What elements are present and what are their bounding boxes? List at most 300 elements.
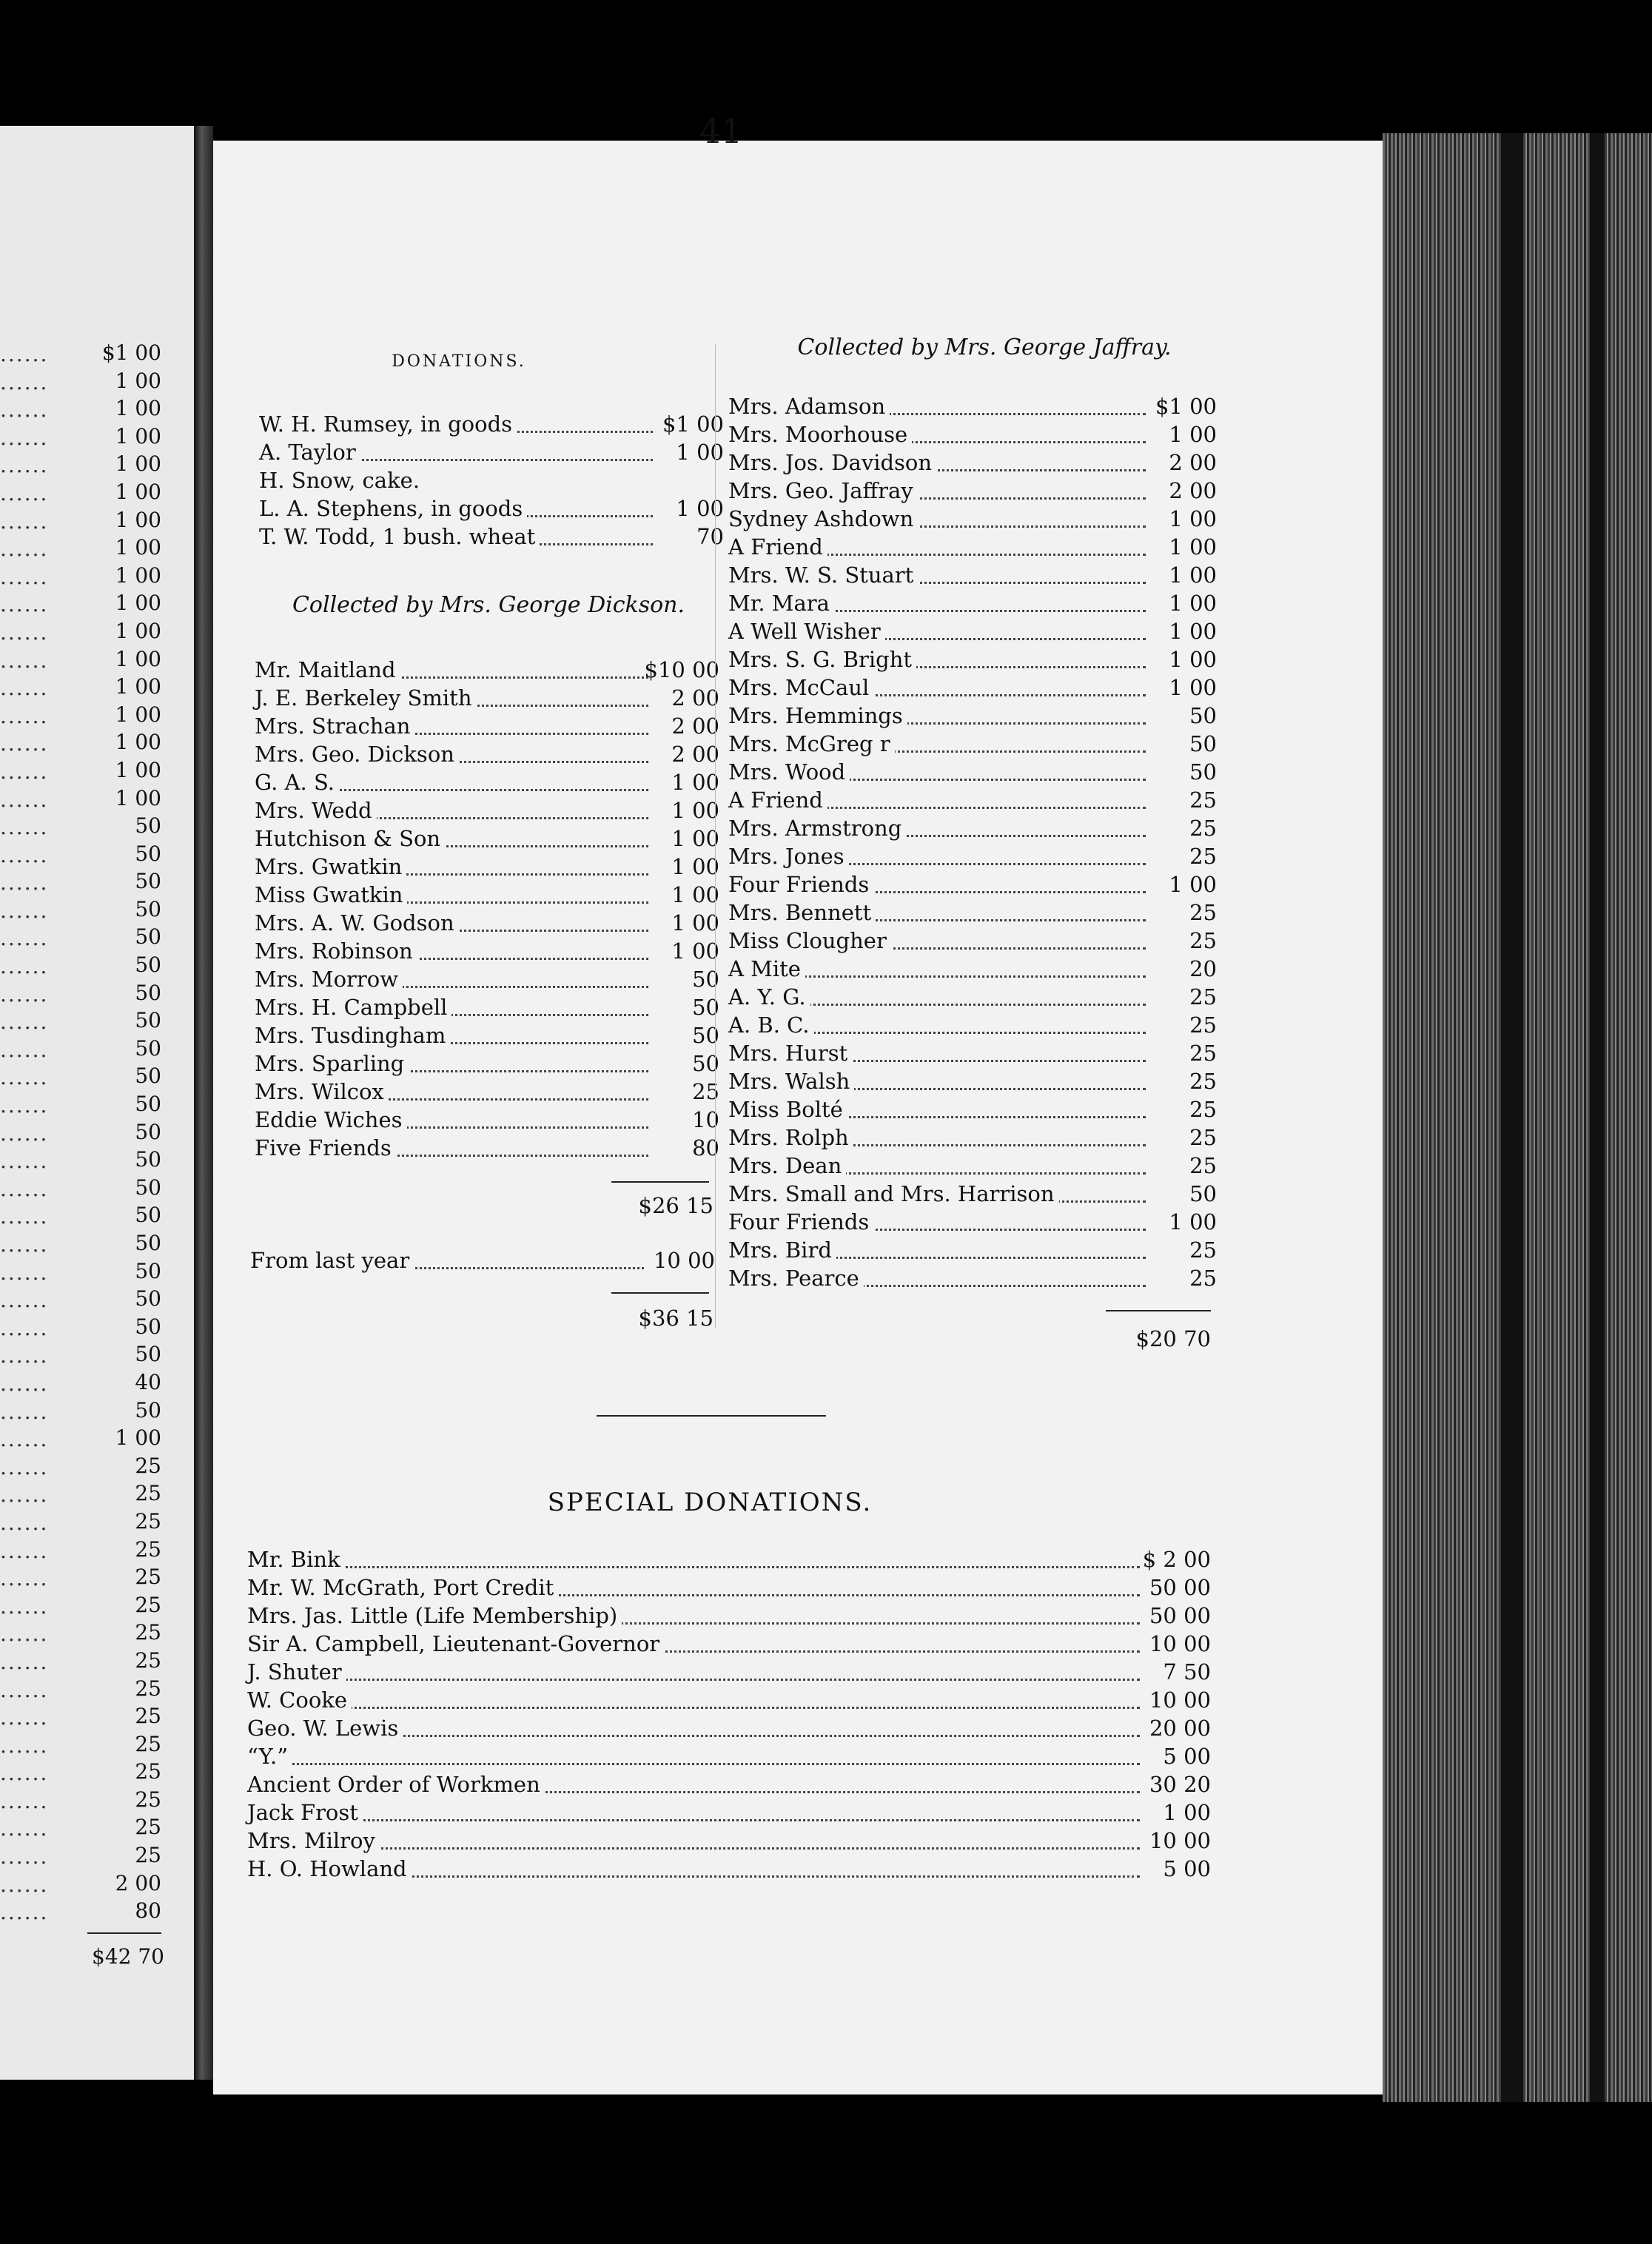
donor-name: Mrs. S. G. Bright xyxy=(728,647,916,672)
dot-leader: ...... xyxy=(0,1900,49,1925)
donor-name: Mrs. Sparling xyxy=(255,1051,409,1076)
list-item xyxy=(728,394,1217,422)
list-item xyxy=(728,1041,1217,1069)
left-page-row xyxy=(0,1231,178,1259)
list-item xyxy=(728,1069,1217,1097)
left-page-amount: 1 00 xyxy=(115,368,161,393)
donation-amount: 25 xyxy=(1189,844,1217,869)
dickson-list xyxy=(255,657,719,1163)
left-page-total: $42 70 xyxy=(92,1944,164,1969)
left-page-row xyxy=(0,924,178,953)
donor-name: Miss Gwatkin xyxy=(255,882,407,907)
left-page-amount: 50 xyxy=(135,1231,161,1255)
left-page-amount: 50 xyxy=(135,896,161,921)
left-page-row xyxy=(0,758,178,786)
left-page-amount: 50 xyxy=(135,1064,161,1089)
donor-name: G. A. S. xyxy=(255,770,339,795)
left-page-amount: 25 xyxy=(135,1759,161,1784)
left-page-amount: 1 00 xyxy=(115,757,161,782)
dot-leader: ...... xyxy=(0,1371,49,1396)
donor-name: Jack Frost xyxy=(247,1800,363,1825)
list-item xyxy=(728,731,1217,759)
donation-amount: 1 00 xyxy=(671,798,719,823)
left-page-row xyxy=(0,1092,178,1120)
donation-amount: $1 00 xyxy=(662,411,724,437)
special-donations-heading: SPECIAL DONATIONS. xyxy=(547,1488,873,1517)
donor-name: Mrs. Wood xyxy=(728,759,850,785)
left-page-row xyxy=(0,1064,178,1092)
donor-name: Mrs. McGreg r xyxy=(728,731,895,756)
left-page-amount: 1 00 xyxy=(115,1425,161,1451)
left-page-amount: 50 xyxy=(135,924,161,950)
donation-amount: 1 00 xyxy=(671,826,719,851)
donation-amount: 10 00 xyxy=(1149,1631,1211,1656)
dot-leader: ...... xyxy=(0,1761,49,1786)
list-item xyxy=(255,967,719,995)
donation-amount: 1 00 xyxy=(676,496,724,521)
left-page-amount: 50 xyxy=(135,1342,161,1367)
list-item xyxy=(247,1687,1211,1716)
left-page-fragment xyxy=(0,126,194,2080)
donor-name: H. O. Howland xyxy=(247,1856,412,1881)
left-page-amount: $1 00 xyxy=(101,340,161,365)
left-page-amount: 1 00 xyxy=(115,674,161,699)
dot-leader: ...... xyxy=(0,1260,49,1285)
left-page-row xyxy=(0,1203,178,1231)
list-item xyxy=(247,1603,1211,1631)
left-page-amount: 25 xyxy=(135,1704,161,1729)
donation-amount: 5 00 xyxy=(1163,1856,1211,1881)
donor-name: Mrs. Milroy xyxy=(247,1828,380,1853)
left-page-amount: 25 xyxy=(135,1592,161,1617)
donor-name: Mrs. Geo. Dickson xyxy=(255,742,459,767)
donation-amount: 1 00 xyxy=(671,910,719,935)
donation-amount: 50 xyxy=(692,995,719,1020)
dot-leader xyxy=(247,1679,1140,1681)
left-page-row xyxy=(0,1398,178,1426)
dot-leader: ...... xyxy=(0,1482,49,1508)
donor-name: Geo. W. Lewis xyxy=(247,1716,403,1741)
left-page-amount: 25 xyxy=(135,1676,161,1701)
donor-name: Eddie Wiches xyxy=(255,1107,407,1132)
jaffray-total: $20 70 xyxy=(1135,1326,1211,1351)
left-page-amount: 50 xyxy=(135,1175,161,1200)
left-page-amount-column xyxy=(0,340,178,1969)
donor-name: Mrs. Hemmings xyxy=(728,703,907,728)
donation-amount: 50 xyxy=(692,1023,719,1048)
donation-amount: 1 00 xyxy=(1169,675,1217,700)
list-item xyxy=(255,910,719,938)
jaffray-sum-rule xyxy=(1106,1310,1211,1311)
list-item xyxy=(255,685,719,713)
dot-leader xyxy=(247,1763,1140,1765)
left-page-row xyxy=(0,1898,178,1926)
donor-name: Mrs. Geo. Jaffray xyxy=(728,478,918,503)
dot-leader: ...... xyxy=(0,1677,49,1702)
donor-name: A Mite xyxy=(728,956,805,981)
left-page-row xyxy=(0,369,178,397)
donation-amount: $10 00 xyxy=(644,657,719,682)
left-page-row xyxy=(0,1593,178,1621)
dot-leader: ...... xyxy=(0,480,49,505)
left-page-row xyxy=(0,1425,178,1454)
left-page-row xyxy=(0,619,178,647)
left-page-row xyxy=(0,1342,178,1370)
list-item xyxy=(728,675,1217,703)
dot-leader: ...... xyxy=(0,564,49,589)
list-item xyxy=(247,1856,1211,1884)
donor-name: Mrs. Rolph xyxy=(728,1125,853,1150)
donor-name: Mr. W. McGrath, Port Credit xyxy=(247,1575,558,1600)
left-page-amount: 80 xyxy=(135,1898,161,1924)
dickson-sum-rule xyxy=(611,1181,709,1183)
left-page-row xyxy=(0,1871,178,1899)
dot-leader: ...... xyxy=(0,1149,49,1174)
dot-leader: ...... xyxy=(0,1204,49,1229)
donation-amount: 25 xyxy=(1189,928,1217,953)
list-item xyxy=(728,562,1217,591)
dot-leader: ...... xyxy=(0,981,49,1007)
donations-heading: DONATIONS. xyxy=(392,352,526,371)
dickson-total: $36 15 xyxy=(638,1306,713,1331)
left-page-row xyxy=(0,1286,178,1314)
donation-amount: 1 00 xyxy=(671,882,719,907)
donation-amount: 7 50 xyxy=(1163,1659,1211,1684)
dot-leader: ...... xyxy=(0,1093,49,1118)
donor-name: Five Friends xyxy=(255,1135,396,1160)
dot-leader: ...... xyxy=(0,676,49,701)
left-page-amount: 25 xyxy=(135,1536,161,1562)
donation-amount: 1 00 xyxy=(671,938,719,964)
dot-leader: ...... xyxy=(0,926,49,951)
list-item xyxy=(255,995,719,1023)
column-divider xyxy=(715,344,716,1328)
dot-leader: ...... xyxy=(0,1288,49,1313)
dot-leader: ...... xyxy=(0,425,49,450)
donor-name: Sydney Ashdown xyxy=(728,506,918,531)
list-item xyxy=(255,1023,719,1051)
left-page-amount: 50 xyxy=(135,869,161,894)
donor-name: A. Y. G. xyxy=(728,984,810,1010)
left-page-amount: 1 00 xyxy=(115,535,161,560)
donation-amount: 2 00 xyxy=(671,742,719,767)
donation-amount: 50 xyxy=(1189,759,1217,785)
jaffray-heading: Collected by Mrs. George Jaffray. xyxy=(797,335,1172,360)
left-page-amount: 50 xyxy=(135,1286,161,1311)
donation-amount: 2 00 xyxy=(671,685,719,711)
donor-name: Ancient Order of Workmen xyxy=(247,1772,545,1797)
donation-amount: 10 xyxy=(692,1107,719,1132)
left-page-amount: 1 00 xyxy=(115,423,161,449)
left-page-amount: 25 xyxy=(135,1565,161,1590)
list-item xyxy=(728,619,1217,647)
left-page-amount: 1 00 xyxy=(115,702,161,727)
list-item xyxy=(255,938,719,967)
dot-leader: ...... xyxy=(0,1733,49,1758)
list-item xyxy=(728,1237,1217,1266)
list-item xyxy=(259,524,724,552)
dot-leader: ...... xyxy=(0,369,49,394)
donation-amount: 25 xyxy=(1189,984,1217,1010)
list-item xyxy=(255,1135,719,1163)
donor-name: Mrs. Jones xyxy=(728,844,849,869)
left-page-row xyxy=(0,1147,178,1175)
last-year-amount: 10 00 xyxy=(653,1248,715,1273)
donation-amount: 25 xyxy=(1189,787,1217,813)
left-page-amount: 50 xyxy=(135,1092,161,1117)
donor-name: Mrs. Morrow xyxy=(255,967,403,992)
left-page-row xyxy=(0,647,178,675)
donation-amount: 2 00 xyxy=(1169,478,1217,503)
list-item xyxy=(259,468,724,496)
donor-name: Mrs. H. Campbell xyxy=(255,995,451,1020)
dickson-subtotal: $26 15 xyxy=(638,1193,713,1218)
dickson-heading: Collected by Mrs. George Dickson. xyxy=(292,592,685,618)
list-item xyxy=(255,770,719,798)
list-item xyxy=(728,647,1217,675)
dot-leader: ...... xyxy=(0,1788,49,1813)
dot-leader: ...... xyxy=(0,537,49,562)
donor-name: Mrs. Jas. Little (Life Membership) xyxy=(247,1603,622,1628)
list-item xyxy=(728,984,1217,1012)
donation-amount: 25 xyxy=(1189,1125,1217,1150)
donor-name: Mr. Mara xyxy=(728,591,834,616)
left-page-amount: 50 xyxy=(135,813,161,839)
donor-name: Four Friends xyxy=(728,1209,873,1234)
left-page-row xyxy=(0,1676,178,1704)
left-page-amount: 1 00 xyxy=(115,396,161,421)
donor-name: Mrs. Strachan xyxy=(255,713,414,739)
dot-leader xyxy=(247,1707,1140,1709)
left-page-row xyxy=(0,424,178,452)
donor-name: W. H. Rumsey, in goods xyxy=(259,411,517,437)
donations-list xyxy=(259,411,724,552)
left-page-row xyxy=(0,702,178,730)
left-page-amount: 40 xyxy=(135,1369,161,1394)
left-page-row xyxy=(0,842,178,870)
donation-amount: 50 00 xyxy=(1149,1575,1211,1600)
donor-name: Miss Clougher xyxy=(728,928,891,953)
left-page-amount: 50 xyxy=(135,841,161,866)
donation-amount: 50 xyxy=(692,1051,719,1076)
donation-amount: 2 00 xyxy=(671,713,719,739)
donation-amount: 50 xyxy=(1189,1181,1217,1206)
dot-leader: ...... xyxy=(0,870,49,896)
donation-amount: 20 00 xyxy=(1149,1716,1211,1741)
donor-name: “Y.” xyxy=(247,1744,292,1769)
left-page-amount: 1 00 xyxy=(115,646,161,671)
donation-amount: 70 xyxy=(696,524,724,549)
left-page-amount: 1 00 xyxy=(115,479,161,504)
dot-leader: ...... xyxy=(0,787,49,812)
list-item xyxy=(728,478,1217,506)
left-page-row xyxy=(0,1008,178,1036)
list-item xyxy=(728,816,1217,844)
donor-name: Mrs. Bird xyxy=(728,1237,836,1263)
dot-leader: ...... xyxy=(0,397,49,423)
left-page-row xyxy=(0,1036,178,1064)
left-page-row xyxy=(0,451,178,480)
left-page-amount: 25 xyxy=(135,1453,161,1478)
dot-leader: ...... xyxy=(0,1427,49,1452)
dot-leader: ...... xyxy=(0,1816,49,1841)
left-page-row xyxy=(0,813,178,842)
donation-amount: 30 20 xyxy=(1149,1772,1211,1797)
dot-leader: ...... xyxy=(0,342,49,366)
left-page-amount: 25 xyxy=(135,1843,161,1868)
left-page-row xyxy=(0,1565,178,1593)
donor-name: Mrs. Hurst xyxy=(728,1041,852,1066)
donation-amount: 1 00 xyxy=(1169,562,1217,588)
list-item xyxy=(247,1744,1211,1772)
left-page-amount: 50 xyxy=(135,1008,161,1033)
donor-name: Mrs. Jos. Davidson xyxy=(728,450,936,475)
dot-leader: ...... xyxy=(0,1121,49,1146)
left-page-row xyxy=(0,897,178,925)
left-page-row xyxy=(0,953,178,981)
list-item xyxy=(728,703,1217,731)
donor-name: Hutchison & Son xyxy=(255,826,445,851)
donor-name: Mrs. Wilcox xyxy=(255,1079,389,1104)
dot-leader: ...... xyxy=(0,1315,49,1340)
dot-leader xyxy=(247,1847,1140,1850)
list-item xyxy=(728,872,1217,900)
list-item xyxy=(728,450,1217,478)
donation-amount: 1 00 xyxy=(1169,506,1217,531)
list-item xyxy=(247,1800,1211,1828)
donation-amount: 50 xyxy=(1189,731,1217,756)
donor-name: Mrs. A. W. Godson xyxy=(255,910,459,935)
list-item xyxy=(728,534,1217,562)
donor-name: Mrs. W. S. Stuart xyxy=(728,562,918,588)
list-item xyxy=(247,1716,1211,1744)
donation-amount: 25 xyxy=(1189,1012,1217,1038)
left-page-amount: 1 00 xyxy=(115,451,161,477)
donation-amount: 1 00 xyxy=(1169,872,1217,897)
donation-amount: 1 00 xyxy=(1169,1209,1217,1234)
left-page-row xyxy=(0,508,178,536)
dot-leader: ...... xyxy=(0,508,49,534)
left-page-amount: 50 xyxy=(135,953,161,978)
left-page-amount: 25 xyxy=(135,1731,161,1756)
dot-leader: ...... xyxy=(0,842,49,867)
list-item xyxy=(247,1772,1211,1800)
left-page-amount: 50 xyxy=(135,1397,161,1422)
left-page-amount: 1 00 xyxy=(115,562,161,588)
left-page-row xyxy=(0,1787,178,1815)
list-item xyxy=(255,854,719,882)
left-page-amount: 25 xyxy=(135,1815,161,1840)
dot-leader: ...... xyxy=(0,1844,49,1870)
list-item xyxy=(728,900,1217,928)
dot-leader: ...... xyxy=(0,1010,49,1035)
left-page-amount: 25 xyxy=(135,1620,161,1645)
dot-leader xyxy=(247,1819,1140,1821)
donation-amount: 1 00 xyxy=(1169,619,1217,644)
donor-name: W. Cooke xyxy=(247,1687,352,1713)
dot-leader: ...... xyxy=(0,1538,49,1563)
donation-amount: 1 00 xyxy=(1169,647,1217,672)
list-item xyxy=(728,1097,1217,1125)
donor-name: Mrs. Dean xyxy=(728,1153,846,1178)
donation-amount: 1 00 xyxy=(671,770,719,795)
dot-leader: ...... xyxy=(0,898,49,923)
donation-amount: 25 xyxy=(1189,900,1217,925)
left-page-row xyxy=(0,535,178,563)
list-item xyxy=(728,844,1217,872)
donor-name: Mrs. Moorhouse xyxy=(728,422,912,447)
donation-amount: 2 00 xyxy=(1169,450,1217,475)
left-page-row xyxy=(0,1704,178,1732)
donation-amount: 25 xyxy=(1189,1266,1217,1291)
dot-leader: ...... xyxy=(0,619,49,645)
left-page-row xyxy=(0,674,178,702)
donor-name: Mrs. Robinson xyxy=(255,938,417,964)
donor-name: H. Snow, cake. xyxy=(259,468,424,493)
donor-name: Mrs. Gwatkin xyxy=(255,854,406,879)
list-item xyxy=(255,657,719,685)
list-item xyxy=(728,1266,1217,1294)
list-item xyxy=(255,742,719,770)
left-page-row xyxy=(0,396,178,424)
list-item xyxy=(728,1181,1217,1209)
left-page-amount: 1 00 xyxy=(115,507,161,532)
list-item xyxy=(728,1125,1217,1153)
list-item xyxy=(259,411,724,440)
donor-name: Mrs. Tusdingham xyxy=(255,1023,450,1048)
left-page-amount: 25 xyxy=(135,1647,161,1673)
left-page-row xyxy=(0,1120,178,1148)
donation-amount: $ 2 00 xyxy=(1142,1547,1211,1572)
list-item xyxy=(247,1575,1211,1603)
list-item xyxy=(247,1828,1211,1856)
left-page-amount: 1 00 xyxy=(115,730,161,755)
page-number: 41 xyxy=(699,111,743,151)
dot-leader: ...... xyxy=(0,1622,49,1647)
dot-leader: ...... xyxy=(0,1705,49,1730)
donor-name: Mrs. Walsh xyxy=(728,1069,854,1094)
list-item xyxy=(728,956,1217,984)
left-page-row xyxy=(0,591,178,619)
section-divider xyxy=(597,1415,826,1417)
left-page-row xyxy=(0,1454,178,1482)
donation-amount: 25 xyxy=(1189,1097,1217,1122)
dot-leader xyxy=(247,1566,1140,1568)
left-page-row xyxy=(0,981,178,1009)
list-item xyxy=(728,1209,1217,1237)
list-item xyxy=(728,1153,1217,1181)
left-page-row xyxy=(0,1370,178,1398)
dot-leader: ...... xyxy=(0,1566,49,1591)
left-page-row xyxy=(0,1759,178,1787)
donation-amount: 50 00 xyxy=(1149,1603,1211,1628)
left-page-amount: 50 xyxy=(135,1314,161,1339)
donor-name: A. B. C. xyxy=(728,1012,814,1038)
left-page-amount: 25 xyxy=(135,1787,161,1812)
donation-amount: 10 00 xyxy=(1149,1828,1211,1853)
donation-amount: 25 xyxy=(1189,1069,1217,1094)
donor-name: A Well Wisher xyxy=(728,619,885,644)
list-item xyxy=(728,1012,1217,1041)
dot-leader: ...... xyxy=(0,731,49,756)
donor-name: Mrs. McCaul xyxy=(728,675,873,700)
left-page-row xyxy=(0,1175,178,1203)
left-page-row xyxy=(0,1620,178,1648)
donation-amount: 1 00 xyxy=(1169,591,1217,616)
left-page-amount: 25 xyxy=(135,1481,161,1506)
dot-leader: ...... xyxy=(0,1399,49,1424)
left-page-row xyxy=(0,480,178,508)
